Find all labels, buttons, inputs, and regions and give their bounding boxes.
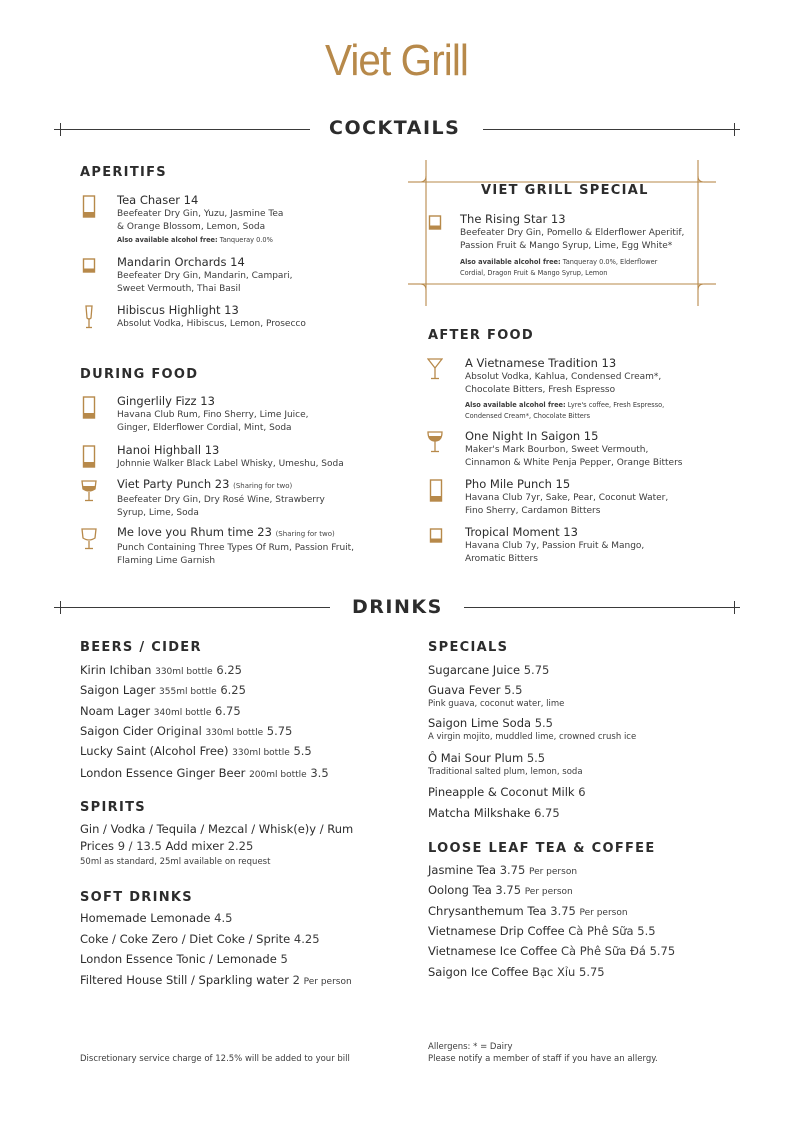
drink-size: 330ml bottle: [232, 748, 290, 758]
drink-price: 5.75: [523, 663, 550, 677]
drink-alt-name: Bạc Xỉu: [532, 965, 576, 979]
category-soft-drinks: SOFT DRINKS: [80, 890, 193, 905]
drink-price: 5.75: [266, 724, 293, 738]
drink-price: 5: [280, 952, 288, 966]
item-name: A Vietnamese Tradition: [465, 356, 598, 370]
drink-item: [80, 744, 312, 758]
menu-item: [117, 525, 407, 568]
menu-item: [117, 443, 397, 471]
drink-item: [428, 904, 628, 918]
item-price: 13: [204, 443, 220, 457]
item-name: One Night In Saigon: [465, 429, 581, 443]
drink-item: [428, 883, 573, 897]
drink-size: Per person: [579, 908, 628, 918]
drink-name: Saigon Lime Soda: [428, 716, 532, 730]
drinks-title: DRINKS: [352, 596, 443, 618]
service-charge-note: Discretionary service charge of 12.5% will be added to your bill: [80, 1054, 350, 1064]
drink-item: [80, 766, 329, 780]
brand-logo: Viet Grill: [324, 36, 469, 85]
drink-item: [428, 751, 545, 765]
drink-name: Lucky Saint (Alcohol Free): [80, 744, 229, 758]
drink-item: [80, 952, 288, 966]
drink-name: Vietnamese Drip Coffee: [428, 924, 565, 938]
alt-text: Cordial, Dragon Fruit & Mango Syrup, Lemon: [460, 268, 608, 277]
drink-name: Saigon Lager: [80, 683, 156, 697]
cocktails-title: COCKTAILS: [329, 117, 461, 139]
drink-item: [428, 663, 549, 677]
drink-item: [428, 806, 560, 820]
item-desc: Absolut Vodka, Hibiscus, Lemon, Prosecco: [117, 319, 306, 329]
drink-name: Matcha Milkshake: [428, 806, 531, 820]
item-desc: Fino Sherry, Cardamon Bitters: [465, 506, 601, 516]
drink-price: 5.75: [649, 944, 676, 958]
rocks-glass-icon: [429, 528, 443, 548]
drink-item: [428, 683, 522, 697]
spirits-note: 50ml as standard, 25ml available on request: [80, 857, 271, 867]
drink-item: [428, 965, 605, 979]
category-special: VIET GRILL SPECIAL: [481, 183, 649, 198]
allergens-key: Allergens: * = Dairy: [428, 1042, 513, 1052]
menu-item: [465, 477, 715, 518]
item-desc: Havana Club 7y, Passion Fruit & Mango,: [465, 541, 645, 551]
item-price: 13: [200, 394, 215, 408]
rocks-glass-icon: [428, 215, 442, 235]
item-desc: Sweet Vermouth, Thai Basil: [117, 284, 241, 294]
cocktails-rule-right: [483, 129, 740, 130]
item-desc: Havana Club 7yr, Sake, Pear, Coconut Water,: [465, 493, 669, 503]
cocktails-rule-left: [54, 129, 310, 130]
highball-glass-icon: [429, 479, 443, 507]
drink-name: Kirin Ichiban: [80, 663, 152, 677]
drink-name: Homemade Lemonade: [80, 911, 211, 925]
item-desc: Passion Fruit & Mango Syrup, Lime, Egg White*: [460, 241, 673, 251]
drink-size: Per person: [303, 977, 352, 987]
item-note: (Sharing for two): [233, 482, 293, 490]
category-tea-coffee: LOOSE LEAF TEA & COFFEE: [428, 841, 656, 856]
drink-alt-name: Cà Phê Sữa Đá: [560, 944, 646, 958]
drink-name: Noam Lager: [80, 704, 151, 718]
item-desc: Punch Containing Three Types Of Rum, Passion Fruit,: [117, 543, 355, 553]
wine-glass-icon: [80, 480, 98, 506]
drink-size: 330ml bottle: [155, 667, 213, 677]
alt-label: Also available alcohol free:: [117, 236, 218, 244]
drink-size: Per person: [528, 867, 578, 877]
drink-price: 6.25: [216, 663, 242, 677]
mixer-label: Add mixer: [165, 839, 225, 853]
drink-price: 3.75: [495, 883, 522, 897]
item-name: Gingerlily Fizz: [117, 394, 197, 408]
item-name: Tropical Moment: [465, 525, 560, 539]
menu-item: [465, 429, 725, 470]
item-desc: Aromatic Bitters: [465, 554, 538, 564]
item-name: Viet Party Punch: [117, 477, 212, 491]
menu-item: [117, 193, 377, 246]
drink-price: 6.25: [220, 683, 246, 697]
drink-name: Sugarcane Juice: [428, 663, 521, 677]
drink-item: [428, 716, 553, 730]
drink-price: 6: [578, 785, 586, 799]
drink-item: [80, 911, 232, 925]
item-desc: Beefeater Dry Gin, Mandarin, Campari,: [117, 271, 293, 281]
drink-price: 6.75: [534, 806, 560, 820]
item-price: 13: [224, 303, 239, 317]
item-name: Pho Mile Punch: [465, 477, 552, 491]
drink-price: 5.5: [293, 744, 312, 758]
drink-price: 4.25: [293, 932, 320, 946]
drink-price: 5.5: [637, 924, 656, 938]
drink-price: 3.75: [499, 863, 526, 877]
drink-item: [80, 663, 242, 677]
highball-glass-icon: [82, 396, 96, 424]
item-name: Hanoi Highball: [117, 443, 202, 457]
drink-name: Coke / Coke Zero / Diet Coke / Sprite: [80, 932, 291, 946]
menu-item: [465, 525, 715, 566]
menu-item: [460, 212, 720, 278]
drink-item: [428, 785, 586, 799]
drink-price: 4.5: [214, 911, 233, 925]
item-desc: Syrup, Lime, Soda: [117, 508, 199, 518]
item-price: 23: [214, 477, 230, 491]
alt-text: Lyre's coffee, Fresh Espresso,: [567, 401, 665, 409]
mixer-value: 2.25: [227, 839, 254, 853]
drink-name: Chrysanthemum Tea: [428, 904, 547, 918]
drink-price: 3.75: [550, 904, 576, 918]
item-name: Mandarin Orchards: [117, 255, 227, 269]
item-desc: Havana Club Rum, Fino Sherry, Lime Juice,: [117, 410, 309, 420]
drink-name: Guava Fever: [428, 683, 501, 697]
drink-price: 5.75: [579, 965, 605, 979]
item-desc: Johnnie Walker Black Label Whisky, Umeshu, Soda: [117, 459, 344, 469]
rule-tick: [734, 123, 735, 136]
menu-item: [465, 356, 725, 421]
drink-name: Ô Mai Sour Plum: [428, 751, 524, 765]
highball-glass-icon: [82, 445, 96, 473]
drink-sub: Traditional salted plum, lemon, soda: [428, 767, 583, 777]
item-price: 13: [550, 212, 566, 226]
drink-size: 330ml bottle: [205, 728, 264, 738]
drinks-rule-left: [54, 607, 330, 608]
drink-item: [80, 683, 246, 697]
drink-item: [428, 924, 656, 938]
drink-sub: A virgin mojito, muddled lime, crowned crush ice: [428, 732, 637, 742]
item-price: 13: [601, 356, 617, 370]
item-price: 15: [555, 477, 571, 491]
spirits-list: Gin / Vodka / Tequila / Mezcal / Whisk(e)y / Rum: [80, 822, 354, 836]
drinks-rule-right: [464, 607, 740, 608]
category-aperitifs: APERITIFS: [80, 165, 167, 180]
category-after-food: AFTER FOOD: [428, 328, 534, 343]
drink-extra: Original: [156, 724, 202, 738]
menu-item: [117, 303, 367, 331]
drink-sub: Pink guava, coconut water, lime: [428, 699, 565, 709]
drink-item: [80, 973, 352, 987]
highball-glass-icon: [82, 195, 96, 223]
alt-label: Also available alcohol free:: [465, 401, 566, 409]
category-specials: SPECIALS: [428, 640, 509, 655]
menu-item: [117, 255, 367, 296]
drink-name: Saigon Ice Coffee: [428, 965, 529, 979]
drink-item: [428, 863, 577, 877]
rule-tick: [60, 601, 61, 614]
drink-name: Oolong Tea: [428, 883, 492, 897]
alt-text: Tanqueray 0.0%: [219, 236, 273, 244]
item-desc: Chocolate Bitters, Fresh Espresso: [465, 385, 616, 395]
drink-price: 5.5: [526, 751, 546, 765]
goblet-glass-icon: [80, 528, 98, 554]
drink-name: Filtered House Still / Sparkling water: [80, 973, 289, 987]
drink-name: London Essence Tonic / Lemonade: [80, 952, 277, 966]
drink-item: [80, 724, 292, 738]
item-desc: Beefeater Dry Gin, Yuzu, Jasmine Tea: [117, 209, 284, 219]
category-beers: BEERS / CIDER: [80, 640, 202, 655]
drink-size: 200ml bottle: [249, 770, 307, 780]
item-desc: & Orange Blossom, Lemon, Soda: [117, 222, 266, 232]
item-name: The Rising Star: [460, 212, 548, 226]
drink-size: Per person: [524, 887, 573, 897]
item-name: Hibiscus Highlight: [117, 303, 221, 317]
item-price: 15: [583, 429, 599, 443]
drink-alt-name: Cà Phê Sữa: [568, 924, 634, 938]
drink-size: 340ml bottle: [153, 708, 212, 718]
item-price: 14: [230, 255, 245, 269]
drink-name: London Essence Ginger Beer: [80, 766, 246, 780]
item-desc: Beefeater Dry Gin, Dry Rosé Wine, Strawberry: [117, 495, 325, 505]
item-desc: Ginger, Elderflower Cordial, Mint, Soda: [117, 423, 292, 433]
drink-price: 5.5: [504, 683, 523, 697]
drink-price: 3.5: [310, 766, 329, 780]
item-price: 23: [257, 525, 272, 539]
item-desc: Absolut Vodka, Kahlua, Condensed Cream*,: [465, 372, 662, 382]
drink-price: 2: [292, 973, 300, 987]
drink-item: [80, 932, 320, 946]
drink-item: [428, 944, 675, 958]
alt-text: Condensed Cream*, Chocolate Bitters: [465, 411, 591, 420]
martini-glass-icon: [427, 358, 443, 384]
category-spirits: SPIRITS: [80, 800, 146, 815]
item-name: Me love you Rhum time: [117, 525, 254, 539]
rocks-glass-icon: [82, 258, 96, 278]
menu-item: [117, 477, 367, 520]
item-price: 13: [563, 525, 578, 539]
item-desc: Maker's Mark Bourbon, Sweet Vermouth,: [465, 445, 649, 455]
item-desc: Flaming Lime Garnish: [117, 556, 216, 566]
drink-name: Pineapple & Coconut Milk: [428, 785, 575, 799]
drink-name: Jasmine Tea: [428, 863, 497, 877]
drink-name: Saigon Cider: [80, 724, 154, 738]
drink-size: 355ml bottle: [159, 687, 217, 697]
drink-price: 6.75: [215, 704, 241, 718]
allergy-note: Please notify a member of staff if you have an allergy.: [428, 1054, 658, 1064]
prices-label: Prices: [80, 839, 115, 853]
item-price: 14: [183, 193, 199, 207]
item-desc: Cinnamon & White Penja Pepper, Orange Bitters: [465, 458, 683, 468]
rule-tick: [60, 123, 61, 136]
spirits-prices: [80, 839, 253, 853]
menu-item: [117, 394, 367, 435]
coupe-glass-icon: [427, 431, 443, 457]
drink-item: [80, 704, 241, 718]
rule-tick: [734, 601, 735, 614]
category-during-food: DURING FOOD: [80, 367, 199, 382]
prices-value: 9 / 13.5: [117, 839, 162, 853]
item-name: Tea Chaser: [117, 193, 181, 207]
drink-name: Vietnamese Ice Coffee: [428, 944, 558, 958]
item-desc: Beefeater Dry Gin, Pomello & Elderflower Aperitif,: [460, 228, 685, 238]
drink-price: 5.5: [534, 716, 553, 730]
item-note: (Sharing for two): [275, 530, 335, 538]
alt-text: Tanqueray 0.0%, Elderflower: [562, 258, 658, 266]
alt-label: Also available alcohol free:: [460, 258, 561, 266]
flute-glass-icon: [83, 305, 95, 333]
